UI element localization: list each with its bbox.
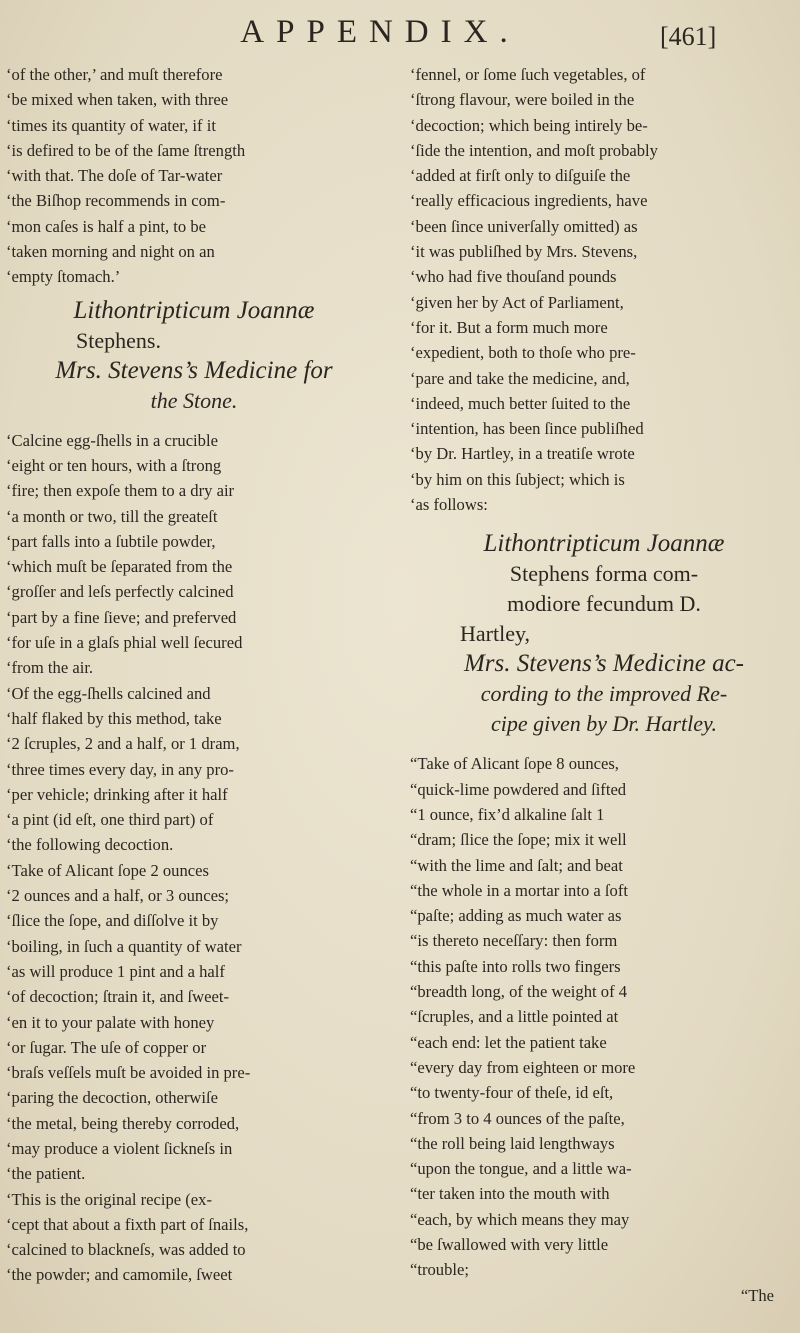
text-line: ‘of decoction; ſtrain it, and ſweet- xyxy=(6,987,230,1007)
text-line: ‘fennel, or ſome ſuch vegetables, of xyxy=(410,65,646,84)
text-line: ‘really efficacious ingredients, have xyxy=(410,191,648,211)
right-text-block-1 xyxy=(410,62,798,517)
text-line: ‘ſlice the ſope, and diſſolve it by xyxy=(6,911,219,931)
page-number: [461] xyxy=(660,22,717,51)
text-line: ‘decoction; which being intirely be- xyxy=(410,115,648,135)
right-heading-line: cipe given by Dr. Hartley. xyxy=(490,711,718,737)
text-line: ‘ſide the intention, and moſt probably xyxy=(410,140,658,160)
text-line: ‘who had five thouſand pounds xyxy=(410,267,617,287)
text-line: “is thereto neceſſary: then form xyxy=(410,931,618,951)
text-line: ‘intention, has been ſince publiſhed xyxy=(410,419,644,439)
text-line: ‘is defired to be of the ſame ſtrength xyxy=(6,140,246,160)
text-line: ‘taken morning and night on an xyxy=(6,242,215,262)
text-line: ‘added at firſt only to diſguiſe the xyxy=(410,166,631,186)
text-line: ‘the Biſhop recommends in com- xyxy=(6,191,226,211)
text-line: ‘expedient, both to thoſe who pre- xyxy=(410,343,636,363)
text-line: ‘Of the egg-ſhells calcined and xyxy=(6,683,211,703)
text-line: ‘mon caſes is half a pint, to be xyxy=(6,216,206,236)
text-line: ‘the following decoction. xyxy=(6,835,174,855)
text-line: ‘as will produce 1 pint and a half xyxy=(6,961,225,981)
catchword: “The xyxy=(740,1285,774,1305)
text-line: “Take of Alicant ſope 8 ounces, xyxy=(410,754,619,774)
text-line: “trouble; xyxy=(410,1260,469,1280)
text-line: ‘boiling, in ſuch a quantity of water xyxy=(6,936,242,956)
text-line: “breadth long, of the weight of 4 xyxy=(410,982,628,1002)
text-line: “to twenty-four of theſe, id eſt, xyxy=(410,1083,614,1103)
text-line: “from 3 to 4 ounces of the paſte, xyxy=(410,1108,625,1128)
text-line: ‘braſs veſſels muſt be avoided in pre- xyxy=(6,1063,251,1083)
text-line: ‘as follows: xyxy=(410,495,488,515)
text-line: ‘from the air. xyxy=(6,658,94,678)
right-heading-line: Lithontripticum Joannæ xyxy=(483,530,725,558)
text-line: ‘with that. The doſe of Tar-water xyxy=(6,166,223,186)
text-line: “with the lime and ſalt; and beat xyxy=(410,855,623,875)
right-heading-line: cording to the improved Re- xyxy=(480,681,728,707)
left-text-block-1 xyxy=(6,62,382,290)
text-line: “every day from eighteen or more xyxy=(410,1057,636,1077)
text-line: ‘the powder; and camomile, ſweet xyxy=(6,1265,233,1285)
text-line: ‘Take of Alicant ſope 2 ounces xyxy=(6,860,209,880)
text-line: ‘part by a fine ſieve; and preferved xyxy=(6,607,237,627)
text-line: ‘half flaked by this method, take xyxy=(6,708,222,728)
right-heading-line: modiore fecundum D. xyxy=(507,591,701,617)
text-line: ‘2 ſcruples, 2 and a half, or 1 dram, xyxy=(6,734,240,754)
text-line: ‘fire; then expoſe them to a dry air xyxy=(6,481,235,501)
right-heading-line: Hartley, xyxy=(460,621,531,647)
text-line: “paſte; adding as much water as xyxy=(410,906,622,926)
right-heading-line: Stephens forma com- xyxy=(509,561,699,587)
left-column xyxy=(6,62,382,1288)
text-line: ‘pare and take the medicine, and, xyxy=(410,368,630,388)
text-line: ‘the metal, being thereby corroded, xyxy=(6,1113,240,1133)
text-line: ‘per vehicle; drinking after it half xyxy=(6,784,228,804)
text-line: ‘given her by Act of Parliament, xyxy=(410,292,624,312)
text-line: ‘2 ounces and a half, or 3 ounces; xyxy=(6,886,230,906)
text-line: “each end: let the patient take xyxy=(410,1032,607,1052)
left-heading-line: the Stone. xyxy=(150,387,238,413)
text-line: ‘may produce a violent ſickneſs in xyxy=(6,1138,233,1158)
text-line: ‘empty ſtomach.’ xyxy=(6,267,121,287)
text-line: ‘of the other,’ and muſt therefore xyxy=(6,65,223,84)
left-heading-line: Lithontripticum Joannæ xyxy=(73,296,315,324)
text-line: ‘paring the decoction, otherwiſe xyxy=(6,1088,218,1108)
text-line: ‘calcined to blackneſs, was added to xyxy=(6,1240,246,1260)
text-line: “each, by which means they may xyxy=(410,1209,630,1229)
text-line: “ſcruples, and a little pointed at xyxy=(410,1007,619,1027)
text-line: ‘a pint (id eſt, one third part) of xyxy=(6,810,214,830)
text-line: ‘or ſugar. The uſe of copper or xyxy=(6,1037,207,1057)
text-line: ‘This is the original recipe (ex- xyxy=(6,1189,212,1209)
text-line: ‘which muſt be ſeparated from the xyxy=(6,557,233,577)
text-line: “quick-lime powdered and ſifted xyxy=(410,779,627,799)
right-text-block-2 xyxy=(410,751,798,1282)
text-line: ‘cept that about a fixth part of ſnails, xyxy=(6,1214,249,1234)
left-text-block-2 xyxy=(6,428,382,1288)
right-heading-line: Mrs. Stevens’s Medicine ac- xyxy=(463,650,744,678)
text-line: “dram; ſlice the ſope; mix it well xyxy=(410,830,627,850)
text-line: ‘times its quantity of water, if it xyxy=(6,115,216,135)
text-line: ‘en it to your palate with honey xyxy=(6,1012,215,1032)
text-line: ‘by him on this ſubject; which is xyxy=(410,469,625,489)
text-line: ‘three times every day, in any pro- xyxy=(6,759,234,779)
text-line: “be ſwallowed with very little xyxy=(410,1234,609,1254)
text-line: ‘part falls into a ſubtile powder, xyxy=(6,531,216,551)
text-line: ‘indeed, much better ſuited to the xyxy=(410,393,631,413)
text-line: ‘a month or two, till the greateſt xyxy=(6,506,218,526)
text-line: “1 ounce, fix’d alkaline ſalt 1 xyxy=(410,804,605,824)
text-line: ‘been ſince univerſally omitted) as xyxy=(410,216,638,236)
left-heading-line: Mrs. Stevens’s Medicine for xyxy=(55,356,333,384)
left-heading-line: Stephens. xyxy=(76,327,161,353)
text-line: ‘Calcine egg-ſhells in a crucible xyxy=(6,430,218,450)
text-line: ‘be mixed when taken, with three xyxy=(6,90,229,110)
text-line: “this paſte into rolls two fingers xyxy=(410,956,621,976)
text-line: “the roll being laid lengthways xyxy=(410,1133,615,1153)
text-line: ‘for uſe in a glaſs phial well ſecured xyxy=(6,633,243,653)
running-title: APPENDIX. xyxy=(240,14,520,50)
text-line: ‘groſſer and leſs perfectly calcined xyxy=(6,582,234,602)
text-line: ‘eight or ten hours, with a ſtrong xyxy=(6,455,222,475)
text-line: “upon the tongue, and a little wa- xyxy=(410,1159,632,1179)
text-line: ‘ſtrong flavour, were boiled in the xyxy=(410,90,635,110)
text-line: ‘for it. But a form much more xyxy=(410,317,608,337)
text-line: ‘by Dr. Hartley, in a treatiſe wrote xyxy=(410,444,635,464)
text-line: “ter taken into the mouth with xyxy=(410,1184,610,1204)
text-line: “the whole in a mortar into a ſoft xyxy=(410,880,628,900)
right-column xyxy=(410,62,798,1308)
text-line: ‘the patient. xyxy=(6,1164,86,1184)
text-line: ‘it was publiſhed by Mrs. Stevens, xyxy=(410,242,638,262)
